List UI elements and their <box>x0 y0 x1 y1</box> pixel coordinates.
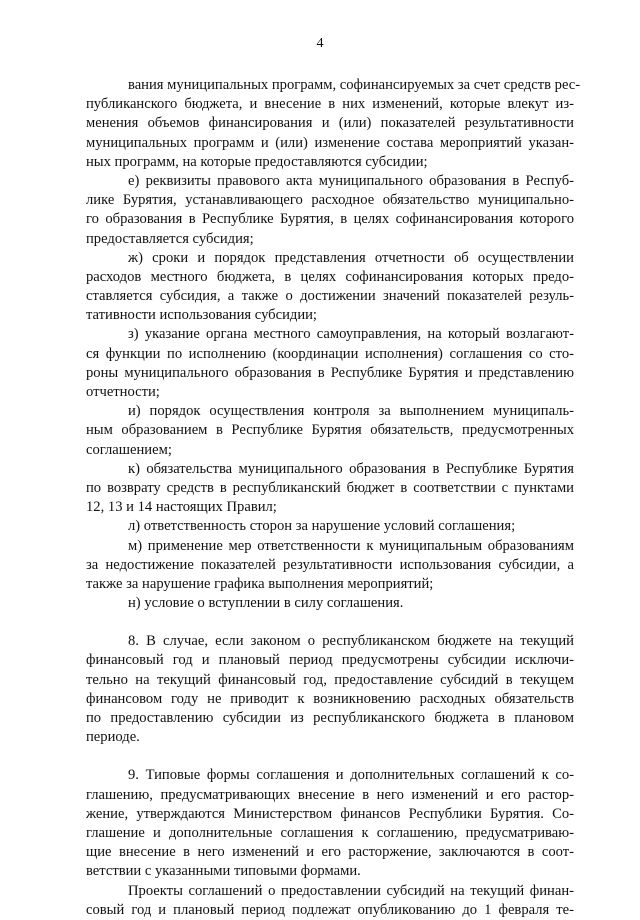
text-line: финансовом году не приводит к возникновению расходных обязательств <box>86 690 574 707</box>
text-line: роны муниципального образования в Республике Бурятия и представлению <box>86 364 574 381</box>
text-line: го образования в Республике Бурятия, в целях софинансирования которого <box>86 211 574 228</box>
text-line: ся функции по исполнению (координации исполнения) соглашения со сто- <box>86 345 574 362</box>
page-number: 4 <box>316 36 324 51</box>
paragraph <box>86 460 574 518</box>
text-line: 8. В случае, если законом о республиканском бюджете на текущий <box>128 633 574 650</box>
paragraph <box>86 594 574 613</box>
text-line: вания муниципальных программ, софинансируемых за счет средств рес- <box>128 77 581 93</box>
text-line: тельно на текущий финансовый год, предоставление субсидий в текущем <box>86 671 574 688</box>
text-line: публиканского бюджета, и внесение в них изменений, которые влекут из- <box>86 96 574 113</box>
text-line: соглашением; <box>86 441 172 458</box>
document-body <box>86 76 581 920</box>
paragraph <box>86 76 581 172</box>
text-line: н) условие о вступлении в силу соглашения. <box>128 595 404 612</box>
paragraph <box>86 325 574 402</box>
text-line: ставляется субсидия, а также о достижении значений показателей резуль- <box>86 288 574 305</box>
text-line: глашение и дополнительные соглашения к соглашению, предусматриваю- <box>86 824 574 841</box>
paragraph <box>86 766 574 881</box>
text-line: финансовый год и плановый период предусмотрены субсидии исключи- <box>86 652 574 669</box>
text-line: Проекты соглашений о предоставлении субсидий на текущий финан- <box>128 882 574 899</box>
text-line: глашению, предусматривающих внесение в него изменений и его растор- <box>86 786 574 803</box>
paragraph <box>86 249 574 326</box>
text-line: е) реквизиты правового акта муниципального образования в Респуб- <box>128 172 574 189</box>
text-line: ным образованием в Республике Бурятия обязательств, предусмотренных <box>86 422 574 439</box>
text-line: ветствии с указанными типовыми формами. <box>86 863 361 880</box>
paragraph <box>86 882 574 920</box>
paragraph <box>86 632 574 747</box>
text-line: и) порядок осуществления контроля за выполнением муниципаль- <box>128 403 574 420</box>
text-line: к) обязательства муниципального образования в Республике Бурятия <box>128 460 574 477</box>
text-line: л) ответственность сторон за нарушение условий соглашения; <box>128 518 516 535</box>
text-line: предоставляется субсидия; <box>86 230 254 247</box>
paragraph-gap <box>86 747 574 766</box>
text-line: также за нарушение графика выполнения мероприятий; <box>86 575 434 592</box>
paragraph <box>86 517 574 536</box>
paragraph <box>86 402 574 460</box>
text-line: тативности использования субсидии; <box>86 307 317 324</box>
text-line: отчетности; <box>86 384 160 400</box>
text-line: расходов местного бюджета, в целях софинансирования которых предо- <box>86 268 574 285</box>
text-line: по предоставлению субсидии из республиканского бюджета в плановом <box>86 710 574 726</box>
text-line: ж) сроки и порядок представления отчетности об осуществлении <box>128 249 574 266</box>
text-line: по возврату средств в республиканский бюджет в соответствии с пунктами <box>86 479 574 496</box>
text-line: совый год и плановый период подлежат опубликованию до 1 февраля те- <box>86 901 574 918</box>
text-line: 9. Типовые формы соглашения и дополнительных соглашений к со- <box>128 767 574 784</box>
text-line: периоде. <box>86 729 140 746</box>
text-line: з) указание органа местного самоуправления, на который возлагают- <box>128 326 574 343</box>
text-line: ных программ, на которые предоставляются субсидии; <box>86 153 428 170</box>
paragraph <box>86 172 574 249</box>
text-line: жение, утверждаются Министерством финансов Республики Бурятия. Со- <box>86 805 574 822</box>
text-line: муниципальных программ и (или) изменение состава мероприятий указан- <box>86 134 574 151</box>
text-line: за недостижение показателей результативности использования субсидии, а <box>86 556 574 573</box>
text-line: щие внесение в него изменений и его расторжение, заключаются в соот- <box>86 844 574 861</box>
paragraph <box>86 537 574 595</box>
text-line: лике Бурятия, устанавливающего расходное обязательство муниципально- <box>86 192 574 209</box>
text-line: м) применение мер ответственности к муниципальным образованиям <box>128 537 574 554</box>
paragraph-gap <box>86 613 574 632</box>
text-line: менения объемов финансирования и (или) показателей результативности <box>86 115 574 132</box>
text-line: 12, 13 и 14 настоящих Правил; <box>86 499 277 516</box>
